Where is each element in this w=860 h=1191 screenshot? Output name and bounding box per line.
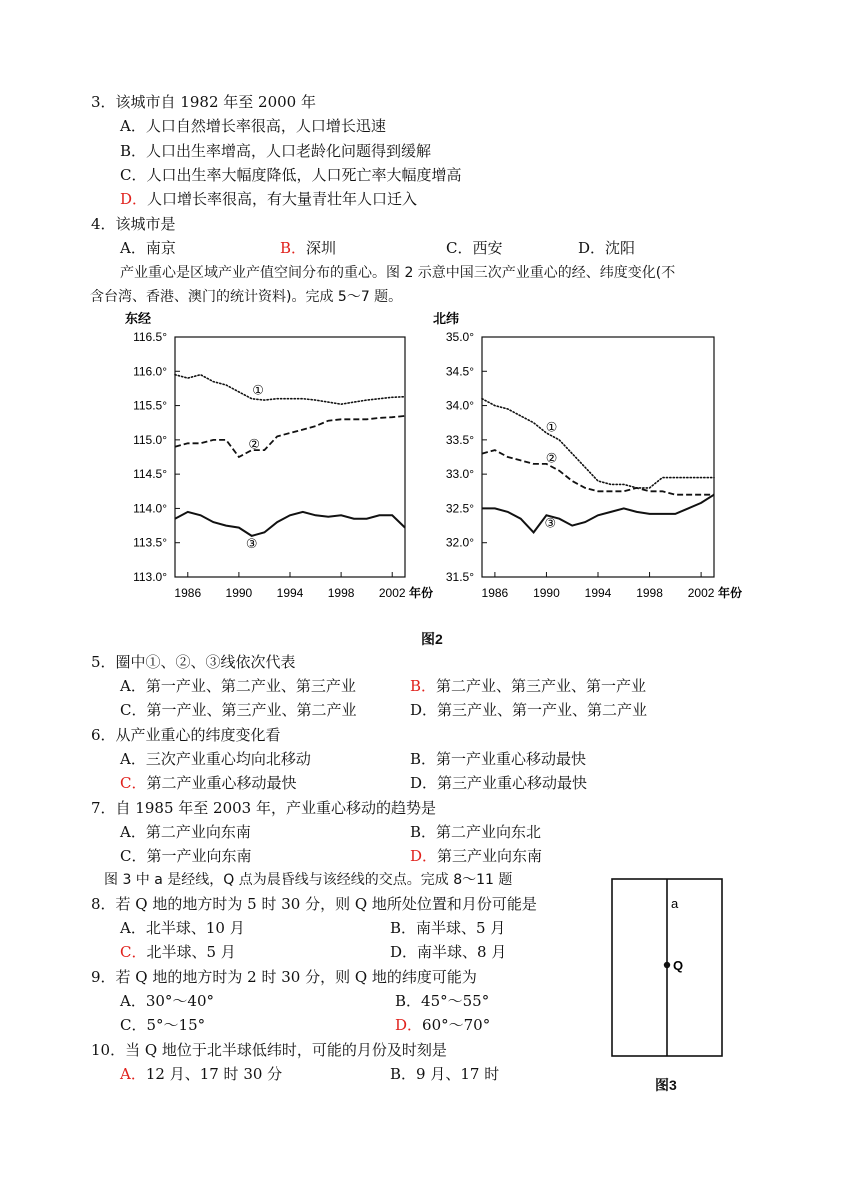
x-axis-unit: 年份: [718, 586, 743, 600]
series-marker-2: ②: [248, 436, 261, 452]
q5-option-b: [410, 676, 646, 696]
q3-option-b: B．人口出生率增高，人口老龄化问题得到缓解: [120, 142, 432, 160]
meridian-label: a: [671, 896, 679, 911]
x-tick-label: 1998: [327, 586, 355, 600]
q4-answer-letter: B．: [280, 239, 307, 257]
q3-option-d-text: 人口增长率很高，有大量青壮年人口迁入: [147, 190, 418, 208]
figure-3-caption: 图3: [655, 1077, 677, 1093]
q9-option-d: [395, 1015, 490, 1035]
plot-frame: [482, 337, 714, 577]
series-line-2: [175, 416, 405, 457]
x-tick-label: 1986: [174, 586, 202, 600]
q9-stem: 9．若 Q 地的地方时为 2 时 30 分，则 Q 地的纬度可能为: [91, 968, 477, 986]
q3-answer-letter: D．: [120, 190, 148, 208]
x-tick-label: 1986: [481, 586, 509, 600]
q5-option-c: C．第一产业、第三产业、第二产业: [120, 701, 357, 719]
figure-3: [610, 875, 730, 1065]
y-tick-label: 35.0°: [445, 330, 474, 344]
q7-stem: 7．自 1985 年至 2003 年，产业重心移动的趋势是: [91, 799, 436, 817]
x-axis-unit: 年份: [409, 586, 434, 600]
q7-option-d: [410, 846, 542, 866]
q4-option-b: [280, 238, 336, 258]
series-line-1: [482, 399, 714, 488]
q6-option-c: [120, 773, 297, 793]
y-tick-label: 32.5°: [445, 501, 474, 516]
x-tick-label: 2002: [378, 586, 406, 600]
series-line-1: [175, 375, 405, 405]
q4-option-a: A．南京: [120, 239, 176, 257]
q5-option-a: A．第一产业、第二产业、第三产业: [120, 677, 356, 695]
figure-2-caption: 图2: [421, 631, 443, 647]
y-tick-label: 113.5°: [133, 535, 167, 550]
q7-option-d-text: 第三产业向东南: [437, 847, 543, 865]
y-axis-label: 东经: [125, 311, 152, 326]
q8-option-b: B．南半球、5 月: [390, 919, 506, 937]
q5-option-d: D．第三产业、第一产业、第二产业: [410, 701, 648, 719]
q10-stem: 10．当 Q 地位于北半球低纬时，可能的月份及时刻是: [91, 1041, 447, 1059]
x-tick-label: 1994: [584, 586, 612, 600]
q10-option-a-text: 12 月、17 时 30 分: [145, 1065, 283, 1083]
q9-option-a: A．30°～40°: [120, 992, 215, 1010]
q5-option-b-text: 第二产业、第三产业、第一产业: [436, 677, 647, 695]
q10-option-b: B．9 月、17 时: [390, 1065, 500, 1083]
figure-2: [0, 305, 860, 645]
q8-option-c: [120, 942, 236, 962]
q8-option-c-text: 北半球、5 月: [146, 943, 236, 961]
longitude-chart: [125, 311, 433, 600]
series-line-3: [482, 495, 714, 533]
intro-paragraph-fig3: 图 3 中 a 是经线，Q 点为晨昏线与该经线的交点。完成 8～11 题: [104, 872, 513, 888]
x-tick-label: 2002: [687, 586, 715, 600]
q9-option-b: B．45°～55°: [395, 992, 490, 1010]
q7-option-c: C．第一产业向东南: [120, 847, 252, 865]
latitude-chart: [433, 311, 742, 600]
point-q-label: Q: [673, 958, 684, 973]
y-tick-label: 113.0°: [133, 570, 167, 584]
x-tick-label: 1994: [276, 586, 304, 600]
x-tick-label: 1990: [225, 586, 253, 600]
series-marker-1: ①: [545, 419, 558, 435]
q4-option-b-text: 深圳: [306, 239, 337, 257]
q6-option-a: A．三次产业重心均向北移动: [120, 750, 311, 768]
series-marker-3: ③: [245, 536, 258, 552]
q6-option-d: D．第三产业重心移动最快: [410, 774, 588, 792]
y-tick-label: 34.0°: [445, 398, 474, 413]
y-tick-label: 115.5°: [133, 398, 167, 413]
q5-answer-letter: B．: [410, 677, 437, 695]
y-tick-label: 116.5°: [133, 330, 167, 344]
plot-frame: [175, 337, 405, 577]
q3-option-d: [120, 189, 417, 209]
series-line-3: [175, 512, 405, 536]
q7-option-a: A．第二产业向东南: [120, 823, 251, 841]
y-tick-label: 34.5°: [445, 364, 474, 379]
y-axis-label: 北纬: [433, 311, 460, 326]
q5-stem: 5．圈中①、②、③线依次代表: [91, 653, 296, 671]
q3-stem: 3．该城市自 1982 年至 2000 年: [91, 93, 316, 111]
q6-stem: 6．从产业重心的纬度变化看: [91, 726, 281, 744]
q4-option-c: C．西安: [446, 239, 503, 257]
x-tick-label: 1998: [636, 586, 663, 600]
series-marker-3: ③: [544, 515, 557, 531]
q8-answer-letter: C．: [120, 943, 147, 961]
q3-option-a: A．人口自然增长率很高，人口增长迅速: [120, 117, 386, 135]
q9-option-c: C．5°～15°: [120, 1016, 206, 1034]
q9-option-d-text: 60°～70°: [422, 1016, 491, 1034]
q6-answer-letter: C．: [120, 774, 147, 792]
q6-option-b: B．第一产业重心移动最快: [410, 750, 587, 768]
q7-option-b: B．第二产业向东北: [410, 823, 542, 841]
q9-answer-letter: D．: [395, 1016, 423, 1034]
y-tick-label: 115.0°: [133, 432, 167, 447]
intro-paragraph-line1: 产业重心是区域产业产值空间分布的重心。图 2 示意中国三次产业重心的经、纬度变化(不: [120, 265, 676, 281]
q8-stem: 8．若 Q 地的地方时为 5 时 30 分，则 Q 地所处位置和月份可能是: [91, 895, 537, 913]
series-line-2: [482, 450, 714, 495]
y-tick-label: 33.5°: [445, 432, 474, 447]
series-marker-2: ②: [545, 450, 558, 466]
q10-answer-letter: A．: [120, 1065, 146, 1083]
point-q-dot: [664, 962, 670, 968]
q8-option-d: D．南半球、8 月: [390, 943, 507, 961]
q3-option-c: C．人口出生率大幅度降低，人口死亡率大幅度增高: [120, 166, 462, 184]
intro-paragraph-line2: 含台湾、香港、澳门的统计资料)。完成 5～7 题。: [90, 289, 403, 305]
q6-option-c-text: 第二产业重心移动最快: [146, 774, 297, 792]
series-marker-1: ①: [252, 382, 264, 398]
x-tick-label: 1990: [533, 586, 560, 600]
q4-stem: 4．该城市是: [91, 215, 176, 233]
q8-option-a: A．北半球、10 月: [120, 919, 245, 937]
y-tick-label: 114.0°: [133, 501, 167, 516]
y-tick-label: 116.0°: [133, 364, 167, 379]
y-tick-label: 31.5°: [445, 570, 474, 584]
q10-option-a: [120, 1064, 282, 1084]
y-tick-label: 33.0°: [445, 467, 474, 482]
y-tick-label: 32.0°: [445, 535, 474, 550]
y-tick-label: 114.5°: [133, 467, 167, 482]
q4-option-d: D．沈阳: [578, 239, 636, 257]
q7-answer-letter: D．: [410, 847, 438, 865]
